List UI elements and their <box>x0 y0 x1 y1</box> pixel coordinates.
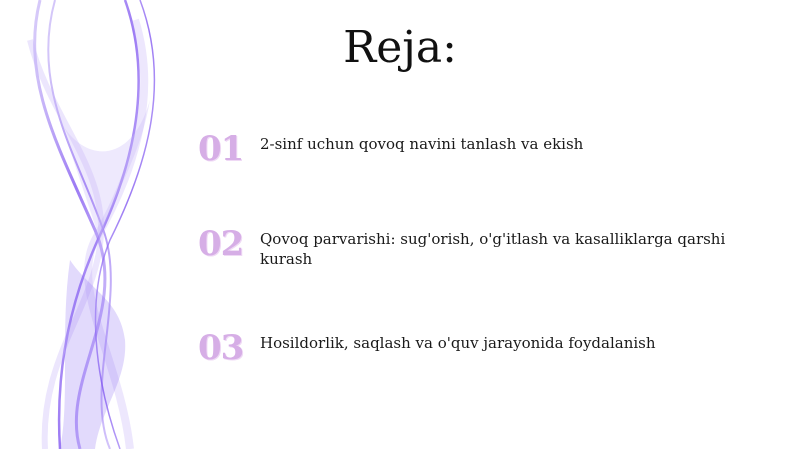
list-item <box>198 224 758 269</box>
page-title: Reja: <box>343 22 457 73</box>
list-item <box>198 328 758 368</box>
item-number: 02 <box>198 224 244 264</box>
list-item <box>198 129 758 169</box>
item-number: 03 <box>198 328 244 368</box>
item-number: 01 <box>198 129 244 169</box>
item-text: Qovoq parvarishi: sug'orish, o'g'itlash va kasalliklarga qarshi kurash <box>260 230 726 268</box>
decorative-ribbon-icon <box>0 0 200 449</box>
item-text: 2-sinf uchun qovoq navini tanlash va ekish <box>260 135 584 153</box>
item-text: Hosildorlik, saqlash va o'quv jarayonida foydalanish <box>260 334 656 352</box>
